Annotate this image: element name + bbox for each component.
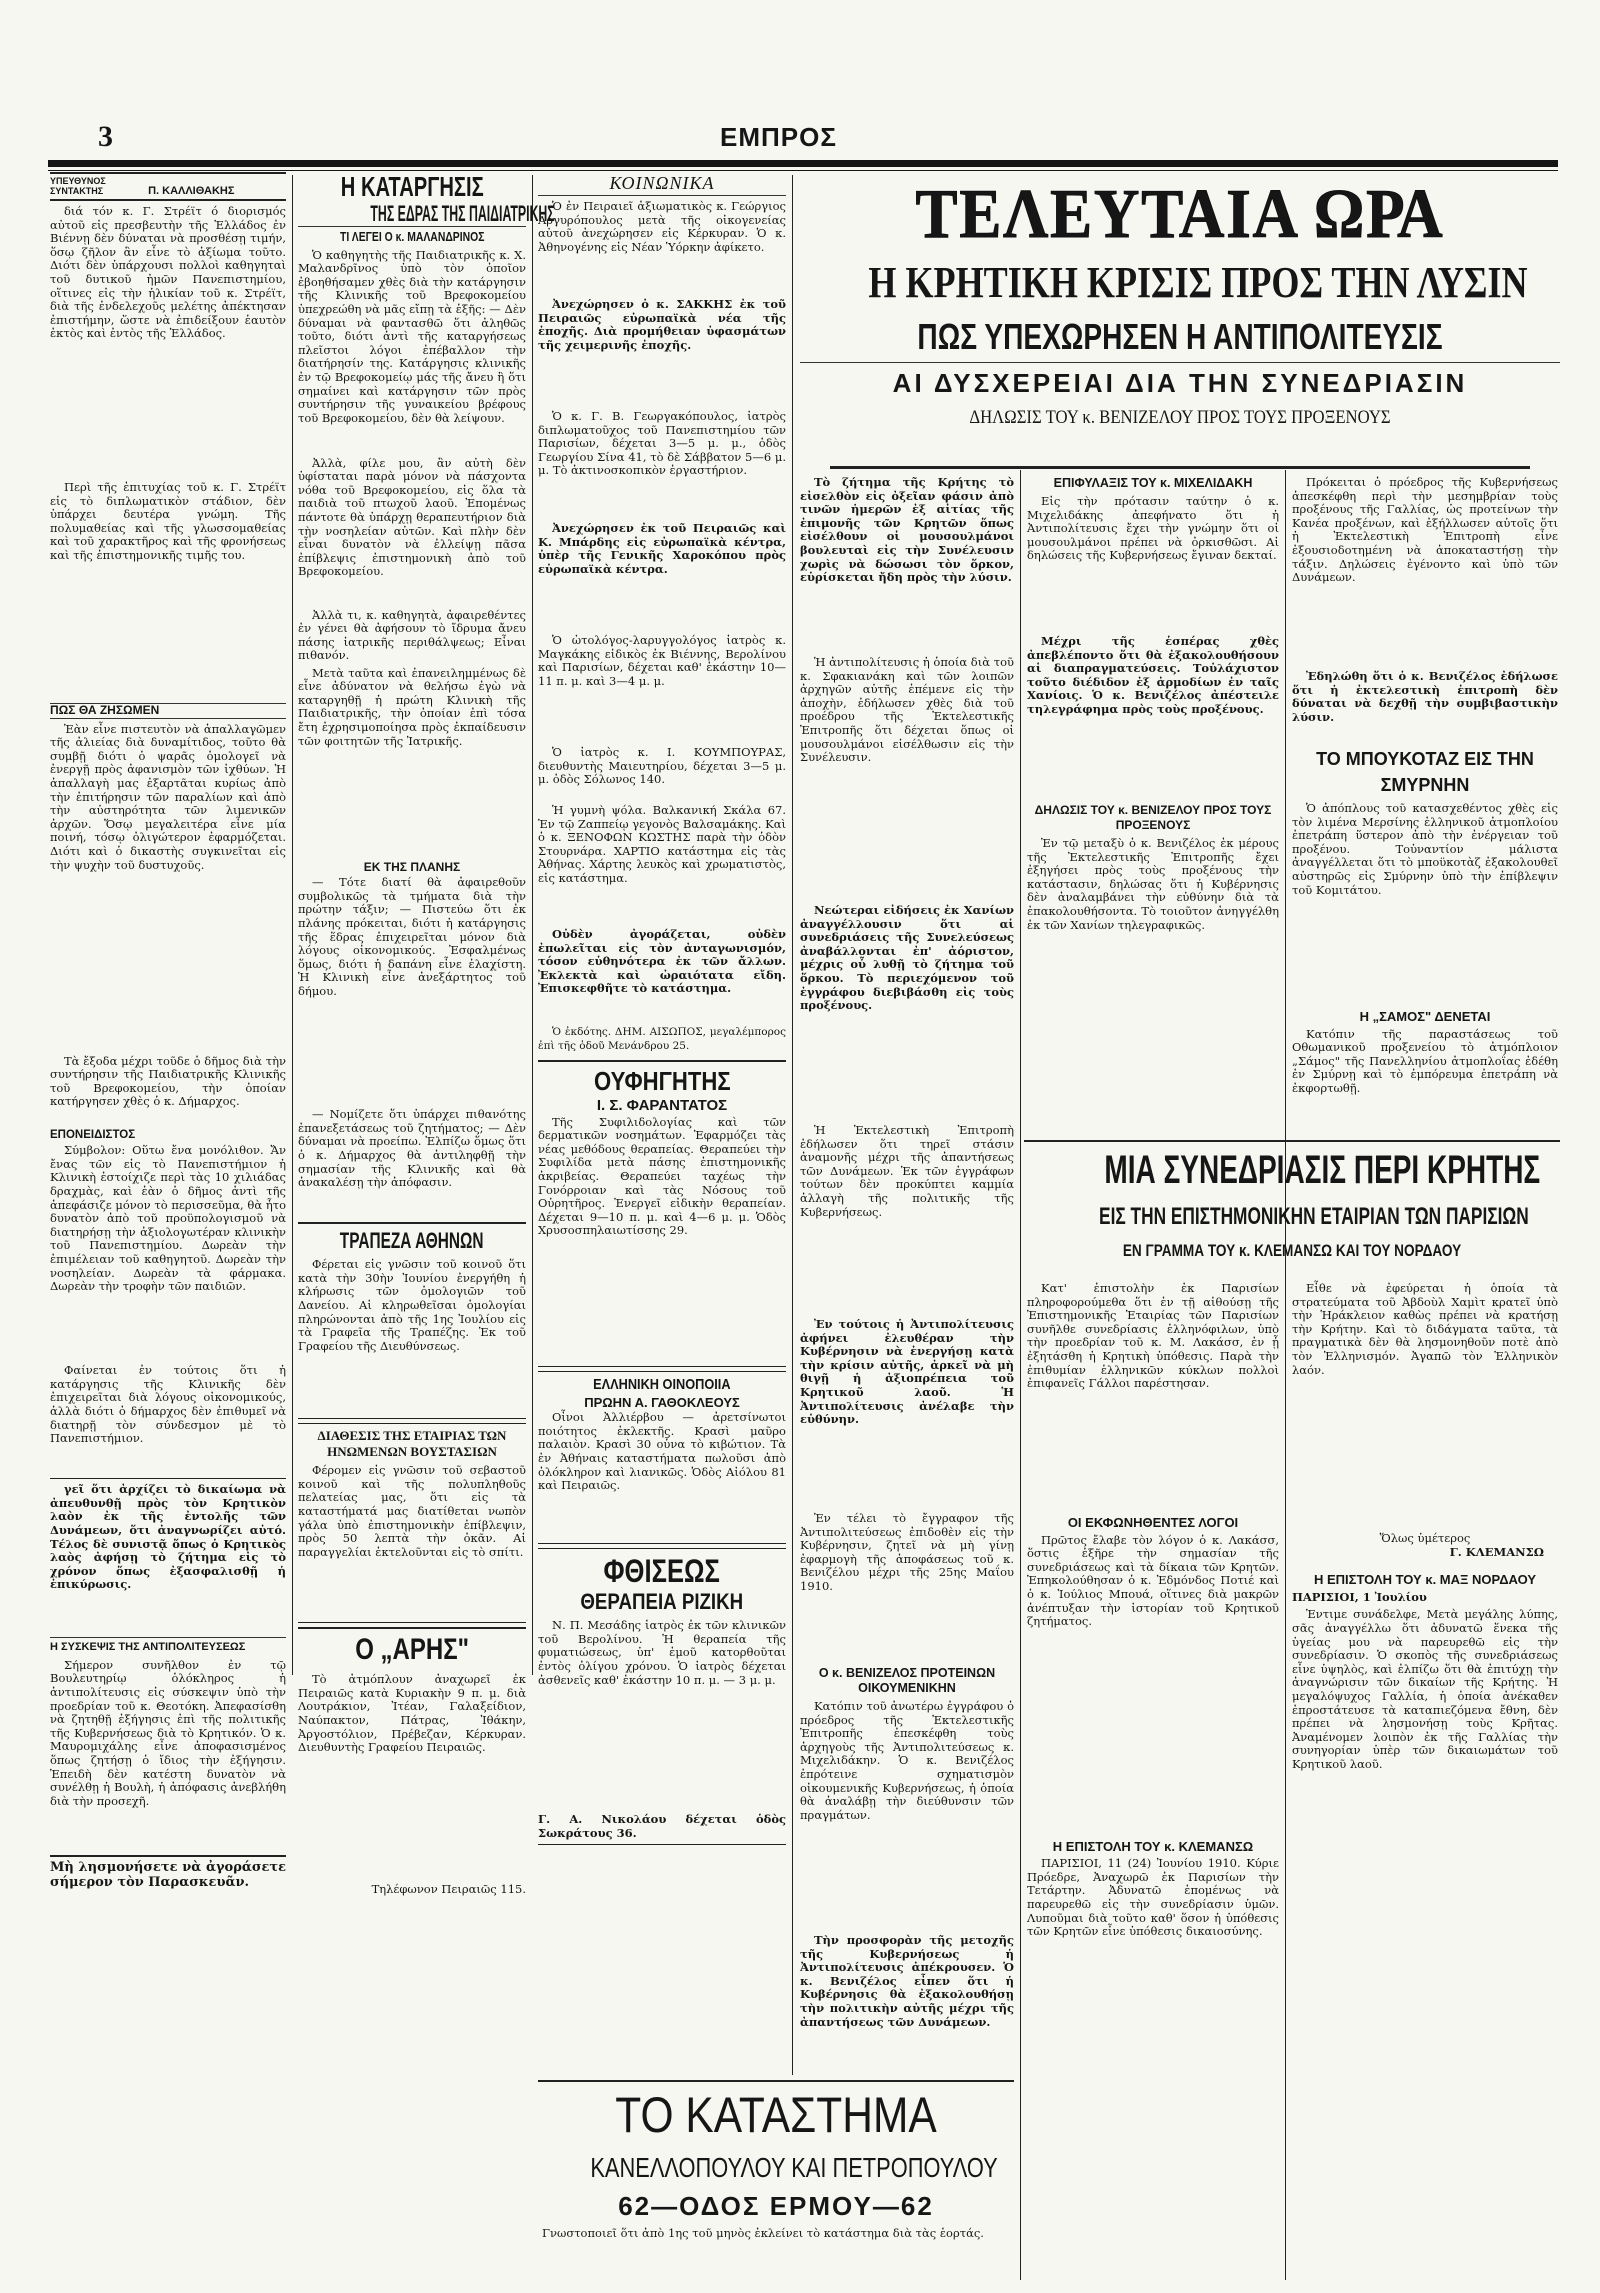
article-text: Εἰς τὴν πρότασιν ταύτην ὁ κ. Μιχελιδάκης ἀπεφήνατο ὅτι ἡ Ἀντιπολίτευσις ἔχει τὴν γνώμην ὅτι οἱ μουσουλμάνοι πρέπει νὰ ὀρκισθῶσι. Αἱ δηλώσεις τῆς Κυβερνήσεως ἔγιναν δεκταί. xyxy=(1027,494,1279,563)
article-text: γεῖ ὅτι ἀρχίζει τὸ δικαίωμα νὰ ἀπευθυνθῇ πρὸς τὸν Κρητικὸν λαὸν ἐκ τῆς ἐντολῆς τῶν Δυνάμεων, ὅτι ἀναγνωρίζει αὐτό. Τέλος δὲ συνιστᾷ ὅπως ὁ Κρητικὸς λαὸς ἀφήσῃ τὸ ζήτημα εἰς τὸ χρόνον ὅπως ἐξασφαλισθῇ ἡ ἐπικύρωσις. xyxy=(50,1482,286,1592)
bank-advertisement xyxy=(298,1222,526,1419)
ad-title-text: Ο „ΑΡΗΣ" xyxy=(355,1633,469,1667)
article-text: Σύμβολον: Οὕτω ἔνα μονόλιθον. Ἄν ἔνας τῶν εἰς τὸ Πανεπιστήμιον ἡ Κλινικὴ ἐστοίχιζε περὶ τὰς 10 χιλιάδας δραχμὰς, καὶ ἐὰν ὁ δῆμος ἀντὶ τῆς ἀπεφάσιζε μόνον τὸ περισσεῦμα, θὰ ἦτο δυνατὸν ἀπὸ τοῦ προϋπολογισμοῦ νὰ διατηρήσῃ τὴν ἀξιολογωτέραν κλινικὴν τοῦ Πανεπιστημίου. Δωρεὰν τὴν ἐπιμέλειαν τοῦ καθηγητοῦ. Δωρεὰν τὴν νοσηλείαν. Δωρεὰν τὰ φάρμακα. Δωρεὰν τὴν τροφὴν τῶν παιδιῶν. xyxy=(50,1143,286,1294)
masthead-rule-thin xyxy=(48,170,1558,171)
article-text: Περὶ τῆς ἐπιτυχίας τοῦ κ. Γ. Στρέϊτ εἰς τὸ διπλωματικὸν στάδιον, δὲν ὑπάρχει δευτέρα γνώμη. Τῆς πολυμαθείας καὶ τῆς γλωσσομαθείας καὶ τοῦ χαρακτῆρος καὶ τῆς φρονήσεως καὶ τῆς ἐπιστημονικῆς τιμῆς του. xyxy=(50,480,286,562)
article-text: Μετὰ ταῦτα καὶ ἐπανειλημμένως δὲ εἶνε ἀδύνατον νὰ θελήσω ἐγὼ νὰ καταργηθῇ ἡ πρώτη Κλινικὴ τῆς Παιδιατρικῆς, τὴν ὁποίαν ἐπὶ τόσα ἔτη ἐχρησιμοποίησα πρὸς ἐκπαίδευσιν τῶν φοιτητῶν τῆς Ἰατρικῆς. xyxy=(298,665,526,748)
article-text: Οὐδὲν ἀγοράζεται, οὐδὲν ἐπωλεῖται εἰς τὸν ἀνταγωνισμόν, τόσον εὐθηνότερα ἐκ τῶν ἄλλων. Ἐκλεκτὰ καὶ ὠραιότατα εἴδη. Ἐπισκεφθῆτε τὸ κατάστημα. xyxy=(538,927,786,996)
column-6-lower xyxy=(1292,1282,1558,2272)
shop-advertisement xyxy=(538,2080,1014,2282)
shop-title-text: ΤΟ ΚΑΤΑΣΤΗΜΑ xyxy=(615,2087,937,2143)
article-text: Τὸ ζήτημα τῆς Κρήτης τὸ εἰσελθὸν εἰς ὀξεῖαν φάσιν ἀπὸ τινῶν ἡμερῶν ἐξ αἰτίας τῆς ἐπιμονῆς τῶν Κρητῶν ὅπως εἰσέλθουν οἱ μουσουλμάνοι βουλευταὶ εἰς τὴν Συνέλευσιν χωρὶς νὰ δώσωσι τὸν ὅρκον, εὑρίσκεται ἤδη πρὸς τὴν λύσιν. xyxy=(800,475,1014,585)
section-divider xyxy=(50,1478,286,1479)
article-text: Ἐν τῷ μεταξὺ ὁ κ. Βενιζέλος ἐκ μέρους τῆς Ἐκτελεστικῆς Ἐπιτροπῆς ἔχει ἐξηγήσει πρὸς τοὺς προξένους τὴν κατάστασιν, δηλώσας ὅτι ἡ Κυβέρνησις δὲν ἀναλαμβάνει τὴν εὐθύνην διὰ τὰ ἐπακολουθήσοντα. Τὸ τοιοῦτον ἀνηγγέλθη ἐκ τῶν Χανίων τηλεγραφικῶς. xyxy=(1027,836,1279,932)
banner-headline-1 xyxy=(800,254,1560,312)
article-subhead: Η ΕΠΙΣΤΟΛΗ ΤΟΥ κ. ΜΑΞ ΝΟΡΔΑΟΥ xyxy=(1313,1572,1537,1588)
article-text: Ὁ ἐν Πειραιεῖ ἀξιωματικὸς κ. Γεώργιος Ἀργυρόπουλος μετὰ τῆς οἰκογενείας αὐτοῦ ἀνεχώρησεν εἰς Κέρκυραν. Ὁ κ. Ἀθηνογένης εἰς Νέαν Ὑόρκην ἀφίκετο. xyxy=(538,199,786,254)
ad-title xyxy=(538,1553,786,1589)
conference-headline-block xyxy=(1024,1140,1560,1272)
ad-title-text: ΟΥΦΗΓΗΤΗΣ xyxy=(593,1066,731,1096)
article-text: Κατ' ἐπιστολὴν ἐκ Παρισίων πληροφορούμεθα ὅτι ἐν τῇ αἰθούσῃ τῆς Ἐπιστημονικῆς Ἑταιρίας τῶν Παρισίων συνῆλθε συνεδρίασις ἑλληνόφιλων, ὑπὸ τὴν προεδρίαν τοῦ κ. Μ. Λακάσσ, ἐν ᾗ ἐξητάσθη ἡ Κρητικὴ ὑπόθεσις. Παρὰ τὴν ἐπιθυμίαν ἑλληνικῶν κύκλων πολλοὶ ἐπιφανεῖς Γάλλοι παρέστησαν. xyxy=(1027,1281,1279,1391)
ad-text: Τὸ ἀτμόπλουν ἀναχωρεῖ ἐκ Πειραιῶς κατὰ Κυριακὴν 9 π. μ. διὰ Λουτράκιον, Ἰτέαν, Γαλαξείδιον, Ναύπακτον, Πάτρας, Ἰθάκην, Ἀργοστόλιον, Πρέβεζαν, Κέρκυραν. Διευθυντὴς Γραφείου Πειραιῶς. xyxy=(298,1672,526,1755)
steamship-advertisement xyxy=(298,1627,526,1901)
responsible-editor-box xyxy=(50,172,286,201)
ad-title xyxy=(298,1633,526,1667)
article-text: Τὰ ἔξοδα μέχρι τοῦδε ὁ δῆμος διὰ τὴν συντήρησιν τῆς Παιδιατρικῆς Κλινικῆς τοῦ Βρεφοκομείου, τὴν ὁποίαν κατήργησεν χθὲς ὁ κ. Δήμαρχος. xyxy=(50,1053,286,1109)
banner-headline-text: ΔΗΛΩΣΙΣ ΤΟΥ κ. ΒΕΝΙΖΕΛΟΥ ΠΡΟΣ ΤΟΥΣ ΠΡΟΞΕΝΟΥΣ xyxy=(969,407,1391,428)
article-text: — Νομίζετε ὅτι ὑπάρχει πιθανότης ἐπανεξετάσεως τοῦ ζητήματος; — Δὲν δύναμαι νὰ προείπω. Ἐλπίζω ὅμως ὅτι ὁ κ. Δήμαρχος θὰ ἀντιληφθῇ τὴν σημασίαν τῆς Κλινικῆς καὶ θὰ ἀνακαλέσῃ τὴν ἀπόφασιν. xyxy=(298,1107,526,1190)
headline-text: ΤΗΣ ΕΔΡΑΣ ΤΗΣ ΠΑΙΔΙΑΤΡΙΚΗΣ xyxy=(370,201,555,226)
shop-title xyxy=(538,2082,1014,2148)
ad-footer: Γ. Α. Νικολάου δέχεται ὁδὸς Σωκράτους 36. xyxy=(538,1812,786,1840)
ad-title xyxy=(298,1428,526,1460)
banner-headline-4 xyxy=(800,403,1560,433)
ad-footer: Τηλέφωνον Πειραιῶς 115. xyxy=(371,1882,526,1897)
article-text: Ἀνεχώρησεν ἐκ τοῦ Πειραιῶς καὶ Κ. Μπάρδης εἰς εὐρωπαϊκὰ κέντρα, ὑπὲρ τῆς Γενικῆς Χαροκόπου πρὸς εὐρωπαϊκὰ κέντρα. xyxy=(538,521,786,576)
article-subhead xyxy=(50,703,286,719)
banner-headline-2 xyxy=(800,312,1560,362)
article-text: Ἐντιμε συνάδελφε, Μετὰ μεγάλης λύπης, σᾶς ἀναγγέλλω ὅτι ἀδυνατῶ ἕνεκα τῆς ὑγείας μου νὰ παρευρεθῶ εἰς τὴν συνεδρίασιν. Ὁ σκοπὸς τῆς συνεδριάσεως εἶνε ὑψηλὸς, καὶ ἐλπίζω ὅτι θὰ ἐπιτύχῃ τὴν ἀναγνώρισιν τῶν δικαίων τῆς Κρήτης. Ἡ μεγαλόψυχος Γαλλία, ἡ ὁποία ἀνέκαθεν ἐπροστάτευσε τὰ καταπιεζόμενα ἔθνη, δὲν πρέπει νὰ λησμονήσῃ τοὺς Κρῆτας. Ἀναμένομεν λοιπὸν ἐκ τῆς Γαλλίας τὴν συνηγορίαν ὑπὲρ τῶν δικαιωμάτων τοῦ Κρητικοῦ λαοῦ. xyxy=(1292,1607,1558,1771)
ad-title-text: ΦΘΙΣΕΩΣ xyxy=(603,1553,721,1590)
article-subhead: Ο κ. ΒΕΝΙΖΕΛΟΣ ΠΡΟΤΕΙΝΩΝ ΟΙΚΟΥΜΕΝΙΚΗΝ xyxy=(818,1666,996,1695)
shop-names-text: ΚΑΝΕΛΛΟΠΟΥΛΟΥ ΚΑΙ ΠΕΤΡΟΠΟΥΛΟΥ xyxy=(590,2152,998,2183)
ad-subtitle-text: ΘΕΡΑΠΕΙΑ ΡΙΖΙΚΗ xyxy=(580,1589,744,1615)
ad-title-text: ΤΡΑΠΕΖΑ ΑΘΗΝΩΝ xyxy=(340,1228,484,1254)
banner-headline-text: ΠΩΣ ΥΠΕΧΩΡΗΣΕΝ Η ΑΝΤΙΠΟΛΙΤΕΥΣΙΣ xyxy=(917,316,1443,357)
subhead-text: ΠΩΣ ΘΑ ΖΗΣΩΜΕΝ xyxy=(50,703,160,717)
ad-subtitle: Ι. Σ. ΦΑΡΑΝΤΑΤΟΣ xyxy=(596,1097,728,1114)
article-text: Ἡ ἀντιπολίτευσις ἡ ὁποία διὰ τοῦ κ. Σφακιανάκη καὶ τῶν λοιπῶν ἀρχηγῶν αὐτῆς ἐπέμενε εἰς τὴν ἀποχὴν, ἐδήλωσεν χθὲς διὰ τοῦ προέδρου τῆς Ἐκτελεστικῆς Ἐπιτροπῆς ὅτι δέχεται ὅπως οἱ μουσουλμάνοι εἰσέλθωσιν εἰς τὴν Συνέλευσιν. xyxy=(800,655,1014,765)
article-text: Κατόπιν τοῦ ἀνωτέρω ἐγγράφου ὁ πρόεδρος τῆς Ἐκτελεστικῆς Ἐπιτροπῆς ἐπεσκέφθη τοὺς ἀρχηγοὺς τῆς Ἀντιπολιτεύσεως κ. Μιχελιδάκην. Ὁ κ. Βενιζέλος ἐπρότεινε σχηματισμὸν οἰκουμενικῆς Κυβερνήσεως, ἡ ὁποία θὰ ἀναλάβῃ τὴν διεύθυνσιν τῶν πραγμάτων. xyxy=(800,1699,1014,1822)
article-text: Πρόκειται ὁ πρόεδρος τῆς Κυβερνήσεως ἀπεσκέφθη περὶ τὴν μεσημβρίαν τοὺς προξένους τῆς Γαλλίας, ὡς προτείνων τὴν Κανέα προξένων, καὶ ἐξήλλωσεν αὐτοῖς ὅτι ἡ Ἐκτελεστικὴ Ἐπιτροπὴ εἶνε ἐξουσιοδοτημένη νὰ ἀποκαταστήσῃ τὴν τάξιν. Δηλώσεις ἐγένοντο καὶ ὑπὸ τῶν Δυνάμεων. xyxy=(1292,475,1558,585)
ad-title xyxy=(538,1066,786,1096)
article-text: Μέχρι τῆς ἑσπέρας χθὲς ἀπεβλέποντο ὅτι θὰ ἐξακολουθήσουν αἱ διαπραγματεύσεις. Τοὐλάχιστον τοῦτο διέδιδον ἐξ ἀρμοδίων ἐν ταῖς Χανίοις. Ὁ κ. Βενιζέλος ἀπέστειλε τηλεγράφημα πρὸς τοὺς προξένους. xyxy=(1027,634,1279,716)
article-headline xyxy=(1292,746,1558,798)
shop-text: Γνωστοποιεῖ ὅτι ἀπὸ 1ης τοῦ μηνὸς ἐκλείνει τὸ κατάστημα διὰ τὰς ἑορτάς. xyxy=(542,2226,984,2240)
article-text: Πρῶτος ἔλαβε τὸν λόγον ὁ κ. Λακάσσ, ὅστις ἐξῆρε τὴν σημασίαν τῆς συνεδριάσεως καὶ τὰ δίκαια τῶν Κρητῶν. Ἐπηκολούθησαν ὁ κ. Ἐδμόνδος Ποτιέ καὶ ὁ κ. Ἰούλιος Μπουά, οἵτινες διὰ μακρῶν ἀνέπτυξαν τὴν ἱστορίαν τοῦ Κρητικοῦ ζητήματος. xyxy=(1027,1532,1279,1629)
ad-title xyxy=(538,1376,786,1394)
article-text: Ὁ ἐκδότης. ΔΗΜ. ΑΙΣΩΠΟΣ, μεγαλέμπορος ἐπὶ τῆς ὁδοῦ Μενάνδρου 25. xyxy=(538,1026,786,1052)
responsible-label: ΥΠΕΥΘΥΝΟΣ ΣΥΝΤΑΚΤΗΣ xyxy=(50,176,106,196)
ad-title-text: ΕΛΛΗΝΙΚΗ ΟΙΝΟΠΟΙΙΑ xyxy=(593,1375,731,1393)
banner-headline-text: ΑΙ ΔΥΣΧΕΡΕΙΑΙ ΔΙΑ ΤΗΝ ΣΥΝΕΔΡΙΑΣΙΝ xyxy=(892,368,1468,398)
article-text: Ἀνεχώρησεν ὁ κ. ΣΑΚΚΗΣ ἐκ τοῦ Πειραιῶς εὐρωπαϊκὰ νέα τῆς ἐποχῆς. Διὰ προμήθειαν ὑφασμάτων τῆς χειμερινῆς ἐποχῆς. xyxy=(538,297,786,352)
ad-text: Φέρομεν εἰς γνῶσιν τοῦ σεβαστοῦ κοινοῦ καὶ τῆς πολυπληθοῦς πελατείας μας, ὅτι εἰς τὰ καταστήματά μας διατίθεται νωπὸν γάλα ὑπὸ ἐπιστημονικὴν ἐπίβλεψιν, πρὸς 50 λεπτὰ τὴν ὀκᾶν. Αἱ παραγγελίαι ἐκτελοῦνται εἰς τὸ σπίτι. xyxy=(298,1463,526,1559)
ad-text: Οἶνοι Ἀλλιέρβου — ἀρετσίνωτοι ποιότητος ἐκλεκτῆς. Κρασὶ μαῦρο παλαιὸν. Κρασὶ 30 οὖνα τὸ κιβώτιον. Τὰ ἐν Ἀθήναις καταστήματα πωλοῦσι ἀπὸ ὁλόκληρον καὶ λιανικῶς. Ὁδὸς Αἰόλου 81 καὶ Πειραιῶς. xyxy=(538,1410,786,1493)
column-rule xyxy=(1020,470,1021,2280)
headline-text: Η ΚΑΤΑΡΓΗΣΙΣ xyxy=(340,171,484,202)
column-1 xyxy=(50,172,286,2272)
ad-subtitle: ΠΡΩΗΝ Α. ΓΑΘΟΚΛΕΟΥΣ xyxy=(584,1394,740,1410)
masthead xyxy=(40,120,1565,164)
article-headline xyxy=(298,201,555,227)
headline-text: ΤΟ ΜΠΟΥΚΟΤΑΖ ΕΙΣ ΤΗΝ ΣΜΥΡΝΗΝ xyxy=(1316,749,1534,795)
article-text: Ἡ γυμνὴ ψόλα. Βαλκανική Σκάλα 67. Ἐν τῷ Ζαππείῳ γεγονὸς Βαλσαμάκης. Καὶ ὁ κ. ΞΕΝΟΦΩΝ ΚΩΣΤΗΣ παρὰ τὴν ὁδὸν Στουρνάρα. ΧΑΡΤΙΟ κατάστημα εἰς τὰς Ἀθήνας. Χάρτης λευκὸς καὶ χρωματιστὸς, εἰς κατάστημα. xyxy=(538,803,786,885)
banner-title-text: ΤΕΛΕΥΤΑΙΑ ΩΡΑ xyxy=(915,176,1445,253)
article-text: Σήμερον συνῆλθον ἐν τῷ Βουλευτηρίῳ ὁλόκληρος ἡ ἀντιπολίτευσις εἰς σύσκεψιν ὑπὸ τὴν προεδρίαν τοῦ κ. Θεοτόκη. Ἀπεφασίσθη νὰ ζητηθῇ ἐξήγησις ἐπὶ τῆς πολιτικῆς τῆς Κυβερνήσεως διὰ τὸ Κρητικόν. Ὁ κ. Μαυρομιχάλης εἶνε ἀποφασισμένος ὅπως ζητήσῃ ὁ ἴδιος τὴν ἐξήγησιν. Ἐπειδὴ δὲν κατέστη δυνατὸν νὰ συνέλθῃ ἡ Βουλὴ, ἡ ἀπόφασις ἀνεβλήθη διὰ τὴν προσεχῆ. xyxy=(50,1657,286,1808)
shop-names xyxy=(538,2148,1014,2188)
article-text: Εἶθε νὰ ἐφεύρεται ἡ ὁποία τὰ στρατεύματα τοῦ Ἀβδοὺλ Χαμὶτ κρατεῖ ὑπὸ τὴν Ἡράκλειον καθὼς πρέπει νὰ κρατήσῃ τὴν Κρήτην. Καὶ τὸ διδάγματα ταῦτα, τὰ πραγματικὰ δὲν θὰ λησμονηθοῦν ποτὲ ἀπὸ τὸν Ἑλληνισμόν. Ἀγαπῶ τὸν Ἑλληνικὸν λαόν. xyxy=(1292,1281,1558,1377)
article-subhead: ΔΗΛΩΣΙΣ ΤΟΥ κ. ΒΕΝΙΖΕΛΟΥ ΠΡΟΣ ΤΟΥΣ ΠΡΟΞΕΝΟΥΣ xyxy=(1034,803,1272,832)
masthead-rule xyxy=(48,160,1558,167)
column-rule xyxy=(1285,470,1286,2280)
column-rule xyxy=(532,175,533,1675)
newspaper-title: ΕΜΠΡΟΣ xyxy=(720,122,837,152)
article-text: Ὁ ἰατρὸς κ. Ι. ΚΟΥΜΠΟΥΡΑΣ, διευθυντὴς Μαιευτηρίου, δέχεται 3—5 μ. μ. ὁδὸς Σόλωνος 140. xyxy=(538,745,786,787)
subheadline-text: ΤΙ ΛΕΓΕΙ Ο κ. ΜΑΛΑΝΔΡΙΝΟΣ xyxy=(339,229,485,244)
article-text: Κατόπιν τῆς παραστάσεως τοῦ Οθωμανικοῦ προξενείου τὸ ἀτμόπλοιον „Σάμος" τῆς Πανελληνίου ἀτμοπλοΐας ἐδέθη ἐν Σμύρνῃ καὶ τὸ ἐμπόρευμα ἐπετράπη νὰ ἐκφορτωθῇ. xyxy=(1292,1026,1558,1095)
column-rule xyxy=(292,175,293,1675)
winery-advertisement xyxy=(538,1371,786,1545)
column-2 xyxy=(298,171,555,2022)
article-subhead: Η „ΣΑΜΟΣ" ΔΕΝΕΤΑΙ xyxy=(1359,1009,1491,1024)
ad-subtitle xyxy=(538,1589,786,1615)
column-5-lower xyxy=(1027,1282,1279,2272)
article-text: Ἀλλὰ τι, κ. καθηγητὰ, ἀφαιρεθέντες ἐν γένει θὰ ἀφήσουν τὸ ἴδρυμα ἄνευ πάσης ἰατρικῆς περιθάλψεως; Εἶναι πιθανόν. xyxy=(298,607,526,663)
article-text: Ὁ ἀπόπλους τοῦ κατασχεθέντος χθὲς εἰς τὸν λιμένα Μερσίνης ἑλληνικοῦ ἀτμοπλοίου ἐπετράπη ὕστερον ἀπὸ τὴν ἐνέργειαν τοῦ προξένου. Τοὐναντίον μάλιστα ἀναγγέλλεται ὅτι τὸ μποϋκοτὰζ ἐξακολουθεῖ αὐστηρῶς εἰς Σμύρνην ὑπὸ τὴν ἐπίβλεψιν τοῦ Κομιτάτου. xyxy=(1292,801,1558,897)
article-subhead: Η ΕΠΙΣΤΟΛΗ ΤΟΥ κ. ΚΛΕΜΑΝΣΩ xyxy=(1052,1838,1254,1854)
article-subhead: ΕΠΟΝΕΙΔΙΣΤΟΣ xyxy=(50,1128,136,1141)
ad-text: Φέρεται εἰς γνῶσιν τοῦ κοινοῦ ὅτι κατὰ τὴν 30ὴν Ἰουνίου ἐνεργήθη ἡ κλήρωσις τῶν ὁμολογιῶν τοῦ Δανείου. Αἱ κληρωθεῖσαι ὁμολογίαι πληρώνονται ἀπὸ τῆς 1ης Ἰουλίου εἰς τὰ Γραφεῖα τῆς Τραπέζης. Ἐκ τοῦ Γραφείου τῆς Διευθύνσεως. xyxy=(298,1257,526,1353)
article-text: Ἐδηλώθη ὅτι ὁ κ. Βενιζέλος ἐδήλωσε ὅτι ἡ ἐκτελεστικὴ ἐπιτροπὴ δὲν δύναται νὰ δεχθῇ τὴν συμβιβαστικὴν λύσιν. xyxy=(1292,669,1558,724)
article-subhead: ΟΙ ΕΚΦΩΝΗΘΕΝΤΕΣ ΛΟΓΟΙ xyxy=(1067,1515,1239,1530)
article-subhead: Η ΣΥΣΚΕΨΙΣ ΤΗΣ ΑΝΤΙΠΟΛΙΤΕΥΣΕΩΣ xyxy=(50,1637,286,1655)
tuberculosis-advertisement xyxy=(538,1548,786,1845)
column-rule xyxy=(792,175,793,2075)
article-headline xyxy=(298,172,526,202)
page-number: 3 xyxy=(98,120,113,153)
headline-text: ΕΙΣ ΤΗΝ ΕΠΙΣΤΗΜΟΝΙΚΗΝ ΕΤΑΙΡΙΑΝ ΤΩΝ ΠΑΡΙΣΙΩΝ xyxy=(1099,1203,1529,1230)
article-text: Ὁ καθηγητὴς τῆς Παιδιατρικῆς κ. Χ. Μαλανδρῖνος ὑπὸ τὸν ὁποῖον ἐβοηθήσαμεν χθὲς διὰ τὴν κατάργησιν τῆς Κλινικῆς τοῦ Βρεφοκομείου ὑπεχρεώθη νὰ μᾶς εἴπῃ τὰ ἑξῆς: — Δὲν δύναμαι νὰ φαντασθῶ ὅτι ἀληθῶς τοῦτο, διότι ἀντὶ τῆς καταργήσεως πλεῖστοι λόγοι ἐπέβαλλον τὴν διατήρησίν της. Κατάργησις κλινικῆς ἐν τῷ Βρεφοκομείῳ μάς τῆς ἄνευ ἢ ὅτι σημαίνει καὶ κατάργησιν τῶν πρὸς συντήρησιν τῆς γυναικείου βρέφους τοῦ Βρεφοκομείου, δὲν θὰ λείψουν. xyxy=(298,247,526,425)
article-text: Φαίνεται ἐν τούτοις ὅτι ἡ κατάργησις τῆς Κλινικῆς δὲν ἐπιχειρεῖται διὰ λόγους οἰκονομικούς, ἀλλὰ διότι ὁ δήμαρχος δὲν ἐπιθυμεῖ νὰ διατηρῇ τὸν σύνδεσμον μὲ τὸ Πανεπιστήμιον. xyxy=(50,1363,286,1446)
conference-headline-2 xyxy=(1024,1198,1560,1236)
article-text: Ὁ κ. Γ. Β. Γεωργακόπουλος, ἰατρὸς διπλωματοῦχος τοῦ Πανεπιστημίου τῶν Παρισίων, δέχεται 3—5 μ. μ., ὁδὸς Γεωργίου Σίνα 41, τὸ δὲ Σάββατον 5—6 μ. μ. Τὸ ἀκτινοσκοπικὸν ἐργαστήριον. xyxy=(538,409,786,478)
dairy-advertisement xyxy=(298,1423,526,1623)
column-4 xyxy=(800,476,1014,2276)
physician-advertisement xyxy=(538,1060,786,1367)
article-text: Ὁ ὠτολόγος-λαρυγγολόγος ἰατρὸς κ. Μαγκάκης εἰδικὸς ἐκ Βιέννης, Βερολίνου καὶ Παρισίων, δέχεται καθ' ἑκάστην 10—11 π. μ. καὶ 3—4 μ. μ. xyxy=(538,633,786,688)
article-text: ΠΑΡΙΣΙΟΙ, 11 (24) Ἰουνίου 1910. Κύριε Πρόεδρε, Ἀναχωρῶ ἐκ Παρισίων τὴν Τετάρτην. Ἀδυνατῶ ἑπομένως νὰ παρευρεθῶ εἰς τὴν συνεδρίασιν ὑμῶν. Λυποῦμαι διὰ τοῦτο καθ' ὅσον ἡ ὑπόθεσις τῶν Κρητῶν εἶνε ὑπόθεσις δικαιοσύνης. xyxy=(1027,1856,1279,1939)
ad-title-text: ΔΙΑΘΕΣΙΣ ΤΗΣ ΕΤΑΙΡΙΑΣ ΤΩΝ ΗΝΩΜΕΝΩΝ ΒΟΥΣΤΑΣΙΩΝ xyxy=(317,1428,507,1460)
article-subhead: ΕΚ ΤΗΣ ΠΛΑΝΗΣ xyxy=(363,859,461,874)
article-subheadline xyxy=(298,230,526,244)
ad-title xyxy=(298,1228,526,1254)
article-subhead: ΕΠΙΦΥΛΑΞΙΣ ΤΟΥ κ. ΜΙΧΕΛΙΔΑΚΗ xyxy=(1053,476,1253,490)
column-3 xyxy=(538,172,786,2282)
banner-divider xyxy=(830,466,1530,469)
article-text: Ἡ Ἐκτελεστικὴ Ἐπιτροπὴ ἐδήλωσεν ὅτι τηρεῖ στάσιν ἀναμονῆς μέχρι τῆς ἀπαντήσεως τῶν Δυνάμεων. Ἐκ τῶν ἐγγράφων τούτων δὲν προκύπτει καμμία ἀλλαγὴ τῆς πολιτικῆς τῆς Κυβερνήσεως. xyxy=(800,1123,1014,1219)
footer-note: Μὴ λησμονήσετε νὰ ἀγοράσετε σήμερον τὸν Παρασκευᾶν. xyxy=(50,1855,286,1890)
article-text: Ἀλλὰ, φίλε μου, ἂν αὐτὴ δὲν ὑφίσταται παρὰ μόνον νὰ πάσχοντα νόθα τοῦ Βρεφοκομείου, εἰς ὅλα τὰ παιδιὰ τοῦ πτωχοῦ λαοῦ. Ἐπομένως πάντοτε θὰ ὑπάρχῃ θεραπευτήριον διὰ τὴν νοσηλείαν αὐτῶν. Καὶ πλὴν δὲν εἶναι δυνατὸν νὰ ἐλλείψῃ πᾶσα ἐπίβλεψις ἐπιστημονικὴ ἀπὸ τοῦ Βρεφοκομείου. xyxy=(298,455,526,579)
section-title xyxy=(538,172,786,196)
ad-text: Ν. Π. Μεσάδης ἰατρὸς ἐκ τῶν κλινικῶν τοῦ Βερολίνου. Ἡ θεραπεία τῆς φυματιώσεως, ὑπ' ἐμοῦ κατορθοῦται ἐντὸς ὀλίγου χρόνου. Ὁ ἰατρὸς δέχεται ἀσθενεῖς καθ' ἑκάστην 10 π. μ. — 3 μ. μ. xyxy=(538,1618,786,1687)
article-text: Ἐν τέλει τὸ ἔγγραφον τῆς Ἀντιπολιτεύσεως ἐπιδοθὲν εἰς τὴν Κυβέρνησιν, ζητεῖ νὰ μὴ γίνῃ ἐφαρμογὴ τῆς ἀποφάσεως τοῦ κ. Βενιζέλου μέχρι τῆς 25ης Μαΐου 1910. xyxy=(800,1511,1014,1593)
article-text: Τὴν προσφορὰν τῆς μετοχῆς τῆς Κυβερνήσεως ἡ Ἀντιπολίτευσις ἀπέκρουσεν. Ὁ κ. Βενιζέλος εἶπεν ὅτι ἡ Κυβέρνησις θὰ ἐξακολουθήσῃ τὴν πολιτικὴν αὐτῆς μέχρι τῆς ἀπαντήσεως τῶν Δυνάμεων. xyxy=(800,1933,1014,2029)
article-text: διά τόν κ. Γ. Στρέϊτ ό διορισμός αὐτοῦ εἰς πρεσβευτὴν τῆς Ἑλλάδος ἐν Βιέννῃ δὲν δύναται νὰ προσθέσῃ τιμήν, ὅσῳ ζῆλον ἂν εἶνε τὸ ἀξίωμα τοῦτο. Διότι δὲν ὑπάρχουσι πολλοὶ καθηγηταὶ τοῦ δυτικοῦ ἡμῶν Πανεπιστημίου, οἵτινες εἰς τὴν ἡλικίαν τοῦ κ. Στρέϊτ, διὰ τῆς ἐνδελεχοῦς μελέτης ἀπέκτησαν ἐπιστήμην, ὥστε νὰ ἐπιδείξουν ἑαυτὸν ἐκτὸς καὶ ἐντὸς τῆς Ἑλλάδος. xyxy=(50,204,286,341)
article-text: — Τότε διατί θὰ ἀφαιρεθοῦν συμβολικῶς τὰ τμήματα διὰ τὴν πρώτην τάξιν; — Πιστεύω ὅτι ἐκ πλάνης πρόκειται, διότι ἡ κατάργησις τῆς ἕδρας ἐπιχειρεῖται μόνον διὰ λόγους οἰκονομικούς. Ἐσφαλμένως ὅμως, διότι ἡ δαπάνη εἶνε ἐλαχίστη. Ἡ Κλινικὴ εἶνε ἀνεξάρτητος τοῦ δήμου. xyxy=(298,875,526,998)
headline-text: ΕΝ ΓΡΑΜΜΑ ΤΟΥ κ. ΚΛΕΜΑΝΣΩ ΚΑΙ ΤΟΥ ΝΟΡΔΑΟΥ xyxy=(1122,1241,1462,1260)
article-text: Νεώτεραι εἰδήσεις ἐκ Χανίων ἀναγγέλλουσιν ὅτι αἱ συνεδριάσεις τῆς Συνελεύσεως ἀναβάλλονται ἐπ' ἀόριστον, μέχρις οὗ λυθῇ τὸ ζήτημα τοῦ ὅρκου. Τὸ περιεχόμενον τοῦ ἐγγράφου διεβιβάσθη εἰς τοὺς προξένους. xyxy=(800,903,1014,1013)
shop-address-text: 62—ΟΔΟΣ ΕΡΜΟΥ—62 xyxy=(618,2191,934,2221)
ad-text: Τῆς Συφιλιδολογίας καὶ τῶν δερματικῶν νοσημάτων. Ἐφαρμόζει τὰς νέας μεθόδους θεραπείας. Θεραπεύει τὴν Συφιλίδα μετὰ πάσης ἐπιστημονικῆς ἀκριβείας. Θεραπεύει ταχέως τὴν Γονόρροιαν καὶ τὰς Νόσους τοῦ Οὐρητῆρος. Ἐνεργεῖ εἰδικὴν θεραπείαν. Δέχεται 9—10 π. μ. καὶ 4—6 μ. μ. Ὁδὸς Χρυσοσπηλαιωτίσσης 29. xyxy=(538,1114,786,1238)
banner-headline-text: Η ΚΡΗΤΙΚΗ ΚΡΙΣΙΣ ΠΡΟΣ ΤΗΝ ΛΥΣΙΝ xyxy=(868,258,1528,307)
conference-headline-1 xyxy=(1024,1142,1560,1198)
headline-text: ΜΙΑ ΣΥΝΕΔΡΙΑΣΙΣ ΠΕΡΙ ΚΡΗΤΗΣ xyxy=(1104,1148,1541,1192)
banner-headline-3 xyxy=(800,362,1560,403)
conference-headline-3 xyxy=(1024,1236,1560,1266)
banner-title xyxy=(800,176,1560,254)
breaking-news-banner xyxy=(800,176,1560,466)
article-text: Ἐὰν εἶνε πιστευτὸν νὰ ἀπαλλαγῶμεν τῆς ἀλιείας διὰ δυναμίτιδος, τοῦτο θὰ συμβῇ διότι ὁ ψαρᾶς ὁμολογεῖ νὰ ἐνεργῇ πρὸς ἀφανισμὸν τῶν ἰχθύων. Ἡ ἀπαλλαγὴ μας ἐξαρτᾶται κυρίως ἀπὸ τὴν ἐπιτήρησιν τῶν παραλίων καὶ ἀπὸ τὴν αὐστηρότητα τῶν λιμενικῶν ἀρχῶν. Ὅσῳ μεγαλειτέρα εἶνε μία ποινή, τόσῳ ὀλιγώτερον ἐφαρμόζεται. Διότι καὶ ὁ δικαστὴς συγκινεῖται εἰς τὴν ψυχὴν τοῦ δυστυχοῦς. xyxy=(50,721,286,872)
signature-label: Ὅλως ὑμέτερος xyxy=(1379,1531,1471,1545)
responsible-name: Π. ΚΑΛΛΙΘΑΚΗΣ xyxy=(148,185,235,197)
article-text: Ἐν τούτοις ἡ Ἀντιπολίτευσις ἀφήνει ἐλευθέραν τὴν Κυβέρνησιν νὰ ἐνεργήσῃ κατὰ τὴν κρίσιν αὐτῆς, ἀρκεῖ νὰ μὴ θιγῇ ἡ ἀξιοπρέπεια τοῦ Κρητικοῦ λαοῦ. Ἡ Ἀντιπολίτευσις ἀνέλαβε τὴν εὐθύνην. xyxy=(800,1317,1014,1427)
section-title-text: ΚΟΙΝΩΝΙΚΑ xyxy=(609,173,715,193)
dateline: ΠΑΡΙΣΙΟΙ, 1 Ἰουλίου xyxy=(1292,1589,1427,1604)
signature-name: Γ. ΚΛΕΜΑΝΣΩ xyxy=(1449,1544,1544,1559)
shop-address xyxy=(538,2188,1014,2224)
